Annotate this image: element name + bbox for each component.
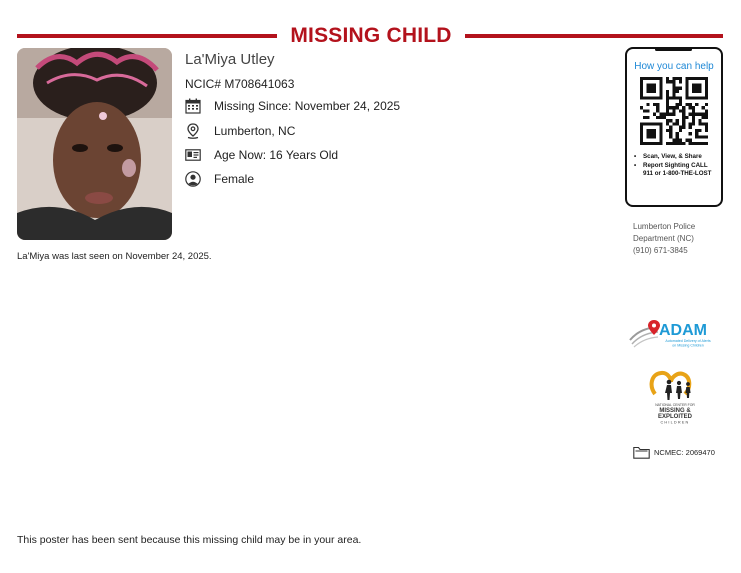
help-item-share: • Scan, View, & Share [633, 153, 719, 161]
header-rule-left [17, 34, 277, 38]
id-card-icon [185, 147, 201, 163]
agency-phone: (910) 671-3845 [633, 246, 688, 255]
ncmec-line-3: EXPLOITED [657, 414, 693, 420]
sex-row [185, 170, 254, 188]
last-seen-statement: La'Miya was last seen on November 24, 2025. [17, 251, 212, 262]
adam-tagline-1: Automated Delivery of Alerts [665, 339, 711, 343]
adam-logo [628, 318, 720, 354]
ncmec-line-2: MISSING & [659, 408, 691, 414]
person-icon [185, 171, 201, 187]
age-row [185, 146, 338, 164]
help-card-title: How you can help [634, 61, 714, 72]
adam-tagline-2: on Missing Children [672, 343, 704, 348]
ncic-number: NCIC# M708641063 [185, 77, 295, 91]
ncmec-line-4: CHILDREN [660, 420, 690, 425]
child-name: La'Miya Utley [185, 51, 275, 68]
ncmec-logo [647, 370, 703, 428]
agency-contact [633, 221, 695, 257]
calendar-icon [185, 98, 201, 114]
case-number-row [633, 446, 715, 459]
phone-notch [655, 48, 692, 51]
last-known-location: Lumberton, NC [214, 124, 296, 138]
agency-name-line-2: Department (NC) [633, 234, 694, 243]
help-card [625, 47, 723, 207]
missing-since: Missing Since: November 24, 2025 [214, 99, 401, 113]
child-photo [17, 48, 172, 240]
poster-title: MISSING CHILD [290, 24, 452, 47]
help-item-report: • Report Sighting CALL 911 or 1-800-THE-LOST [633, 162, 719, 178]
ncmec-line-1: NATIONAL CENTER FOR [655, 403, 695, 407]
sex: Female [214, 172, 255, 186]
qr-code[interactable] [640, 77, 708, 145]
agency-name-line-1: Lumberton Police [633, 222, 696, 231]
location-pin-icon [185, 123, 201, 139]
footer-note: This poster has been sent because this missing child may be in your area. [17, 534, 362, 546]
adam-wordmark: ADAM [659, 322, 707, 339]
header-rule-right [465, 34, 723, 38]
missing-since-row [185, 97, 400, 115]
folder-icon [633, 446, 650, 459]
ncmec-case-number: NCMEC: 2069470 [654, 448, 715, 457]
help-list [633, 153, 719, 179]
age-now: Age Now: 16 Years Old [214, 148, 339, 162]
location-row [185, 122, 295, 140]
